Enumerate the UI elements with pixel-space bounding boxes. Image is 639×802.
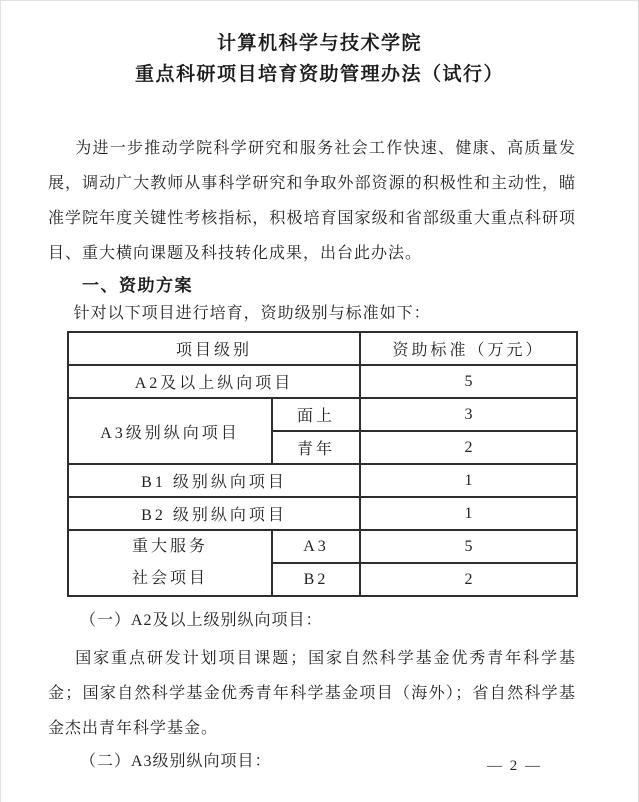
cell-value-service-a3: 5 bbox=[360, 530, 577, 563]
cell-project-major-service bbox=[68, 530, 272, 596]
header-project-level: 项目级别 bbox=[68, 332, 360, 365]
table-row bbox=[68, 497, 577, 530]
document-title-line-1: 计算机科学与技术学院 bbox=[216, 33, 422, 54]
table-row bbox=[68, 365, 577, 398]
item-2-heading: （二）A3级别纵向项目： bbox=[80, 753, 272, 770]
cell-value-a2: 5 bbox=[360, 365, 577, 398]
page-number: — 2 — bbox=[487, 758, 542, 774]
cell-project-a3: A3级别纵向项目 bbox=[68, 398, 272, 464]
cell-project-major-service-line-1: 重大服务 bbox=[131, 538, 208, 555]
section-1-intro: 针对以下项目进行培育，资助级别与标准如下： bbox=[73, 305, 431, 322]
document-title bbox=[1, 1, 638, 90]
item-1-body: 国家重点研发计划项目课题；国家自然科学基金优秀青年科学基金；国家自然科学基金优秀青年科学基金项目（海外）；省自然科学基金杰出青年科学基金。 bbox=[48, 650, 576, 737]
cell-value-b2: 1 bbox=[360, 497, 577, 530]
document-title-line-2: 重点科研项目培育资助管理办法（试行） bbox=[134, 64, 504, 85]
intro-paragraph: 为进一步推动学院科学研究和服务社会工作快速、健康、高质量发展，调动广大教师从事科学研究和争取外部资源的积极性和主动性，瞄准学院年度关键性考核指标，积极培育国家级和省部级重大重点科研项目、重大横向课题及科技转化成果，出台此办法。 bbox=[48, 140, 576, 262]
cell-sub-qingnian: 青年 bbox=[272, 431, 360, 464]
cell-sub-a3: A3 bbox=[272, 530, 360, 563]
cell-project-b2: B2 级别纵向项目 bbox=[68, 497, 360, 530]
header-funding-standard: 资助标准（万元） bbox=[360, 332, 577, 365]
section-1-heading: 一、资助方案 bbox=[82, 276, 193, 295]
table-header-row bbox=[68, 332, 577, 365]
cell-value-mianshang: 3 bbox=[360, 398, 577, 431]
cell-value-service-b2: 2 bbox=[360, 563, 577, 596]
cell-sub-mianshang: 面上 bbox=[272, 398, 360, 431]
cell-project-b1: B1 级别纵向项目 bbox=[68, 464, 360, 497]
table-row bbox=[68, 530, 577, 563]
cell-value-b1: 1 bbox=[360, 464, 577, 497]
cell-project-a2: A2及以上纵向项目 bbox=[68, 365, 360, 398]
table-row bbox=[68, 398, 577, 431]
funding-table bbox=[67, 331, 578, 597]
cell-value-qingnian: 2 bbox=[360, 431, 577, 464]
cell-project-major-service-line-2: 社会项目 bbox=[131, 570, 208, 587]
item-1-heading: （一）A2及以上级别纵向项目： bbox=[80, 612, 323, 629]
table-row bbox=[68, 464, 577, 497]
cell-sub-b2: B2 bbox=[272, 563, 360, 596]
